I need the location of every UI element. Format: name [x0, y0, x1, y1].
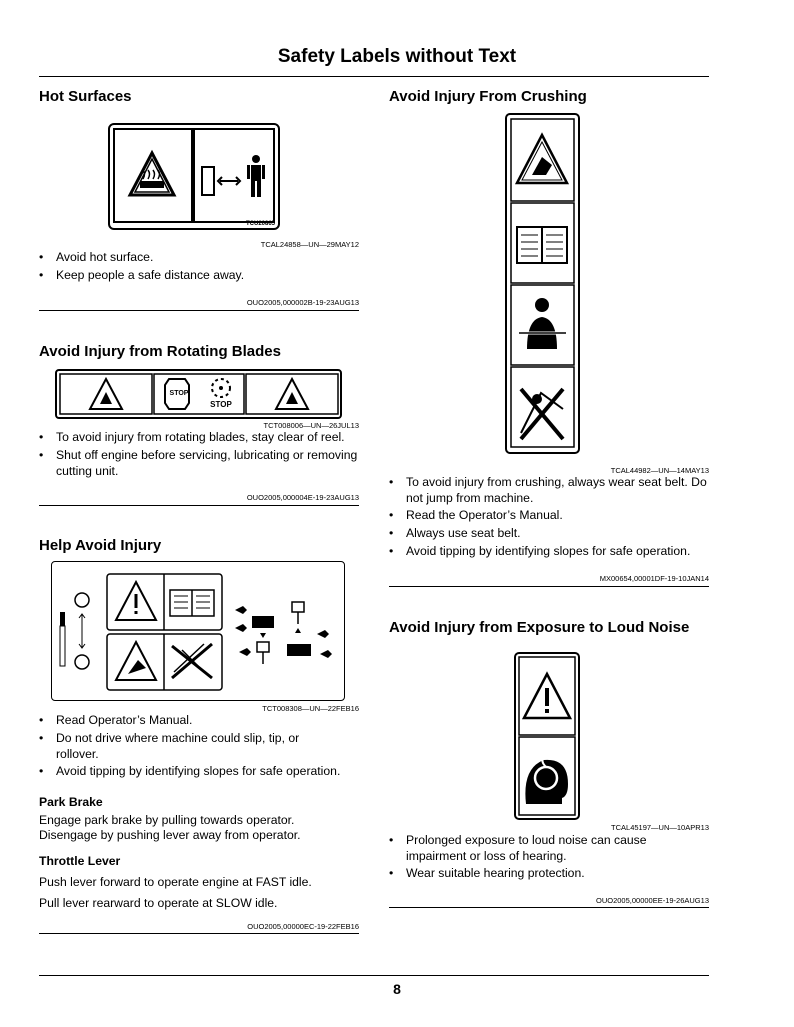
bullet-item: • Always use seat belt.: [389, 526, 521, 540]
bullet-item: • To avoid injury from rotating blades, stay clear of reel.: [39, 430, 345, 444]
bullet-item: • Read the Operator’s Manual.: [389, 508, 563, 522]
title-rule: [39, 76, 709, 77]
blade-warning-icon: [276, 379, 308, 409]
bullet-item: • Do not drive where machine could slip, tip, or rollover.: [39, 731, 300, 761]
section-rule: [39, 505, 359, 506]
throttle-slow-text: Pull lever rearward to operate at SLOW idle.: [39, 896, 278, 910]
hot-surfaces-ref: OUO2005,000002B-19-23AUG13: [246, 298, 359, 307]
person-icon: [247, 155, 265, 197]
stop-text: STOP: [210, 400, 232, 409]
help-avoid-ref: OUO2005,00000EC-19-22FEB16: [247, 922, 359, 931]
tip-warning-icon: [116, 642, 156, 680]
hot-surface-warning-icon: [130, 153, 174, 195]
help-avoid-label-image: [51, 561, 345, 701]
no-jump-icon: [521, 389, 563, 439]
seat-belt-icon: [519, 298, 566, 349]
lever-diagram: [60, 593, 89, 669]
crushing-caption: TCAL44982—UN—14MAY13: [610, 466, 709, 475]
help-avoid-heading: Help Avoid Injury: [39, 537, 162, 554]
throttle-diagram: [235, 602, 332, 664]
section-rule: [389, 907, 709, 908]
hearing-protection-icon: [525, 757, 568, 804]
rotating-blades-heading: Avoid Injury from Rotating Blades: [39, 343, 281, 360]
hot-surfaces-label-image: [108, 123, 280, 230]
park-brake-text: Engage park brake by pulling towards operator. Disengage by pushing lever away from operator.: [39, 813, 301, 842]
rollover-warning-icon: [517, 135, 567, 183]
section-rule: [389, 586, 709, 587]
noise-caption: TCAL45197—UN—10APR13: [611, 823, 709, 832]
bullet-item: • Shut off engine before servicing, lubricating or removing cutting unit.: [39, 448, 358, 478]
bullet-item: • Avoid tipping by identifying slopes for safe operation.: [39, 764, 341, 778]
bullet-item: • Read Operator’s Manual.: [39, 713, 193, 727]
bullet-item: • Avoid tipping by identifying slopes for safe operation.: [389, 544, 691, 558]
warning-icon: [524, 674, 570, 718]
throttle-lever-heading: Throttle Lever: [39, 854, 121, 868]
hot-surfaces-caption: TCAL24858—UN—29MAY12: [260, 240, 359, 249]
stop-text: STOP: [169, 390, 189, 397]
hot-surfaces-heading: Hot Surfaces: [39, 88, 132, 105]
bullet-item: • To avoid injury from crushing, always wear seat belt. Do not jump from machine.: [389, 475, 707, 505]
park-brake-heading: Park Brake: [39, 795, 103, 809]
crushing-heading: Avoid Injury From Crushing: [389, 88, 587, 105]
crushing-label-image: [505, 113, 580, 454]
reel-icon: [212, 379, 230, 397]
bullet-item: • Avoid hot surface.: [39, 250, 154, 264]
page-title: Safety Labels without Text: [277, 46, 517, 67]
noise-heading: Avoid Injury from Exposure to Loud Noise: [389, 619, 690, 636]
rotating-blades-ref: OUO2005,000004E-19-23AUG13: [246, 493, 359, 502]
bullet-item: • Wear suitable hearing protection.: [389, 866, 585, 880]
section-rule: [39, 310, 359, 311]
footer-rule: [39, 975, 709, 976]
bullet-item: • Prolonged exposure to loud noise can cause impairment or loss of hearing.: [389, 833, 647, 863]
no-slope-icon: [172, 644, 212, 678]
manual-icon: [170, 590, 214, 616]
bullet-item: • Keep people a safe distance away.: [39, 268, 245, 282]
rotating-blades-caption: TCT008006—UN—26JUL13: [263, 421, 359, 430]
section-rule: [39, 933, 359, 934]
manual-icon: [517, 227, 567, 263]
blade-warning-icon: [90, 379, 122, 409]
figure-id: TCU20865: [245, 221, 275, 227]
rotating-blades-label-image: [55, 369, 342, 419]
crushing-ref: MX00654,00001DF-19-10JAN14: [599, 574, 709, 583]
page-number: 8: [393, 981, 401, 997]
noise-label-image: [514, 652, 580, 820]
warning-icon: [116, 582, 156, 620]
throttle-fast-text: Push lever forward to operate engine at FAST idle.: [39, 875, 312, 889]
noise-ref: OUO2005,00000EE-19-26AUG13: [596, 896, 709, 905]
help-avoid-caption: TCT008308—UN—22FEB16: [262, 704, 359, 713]
